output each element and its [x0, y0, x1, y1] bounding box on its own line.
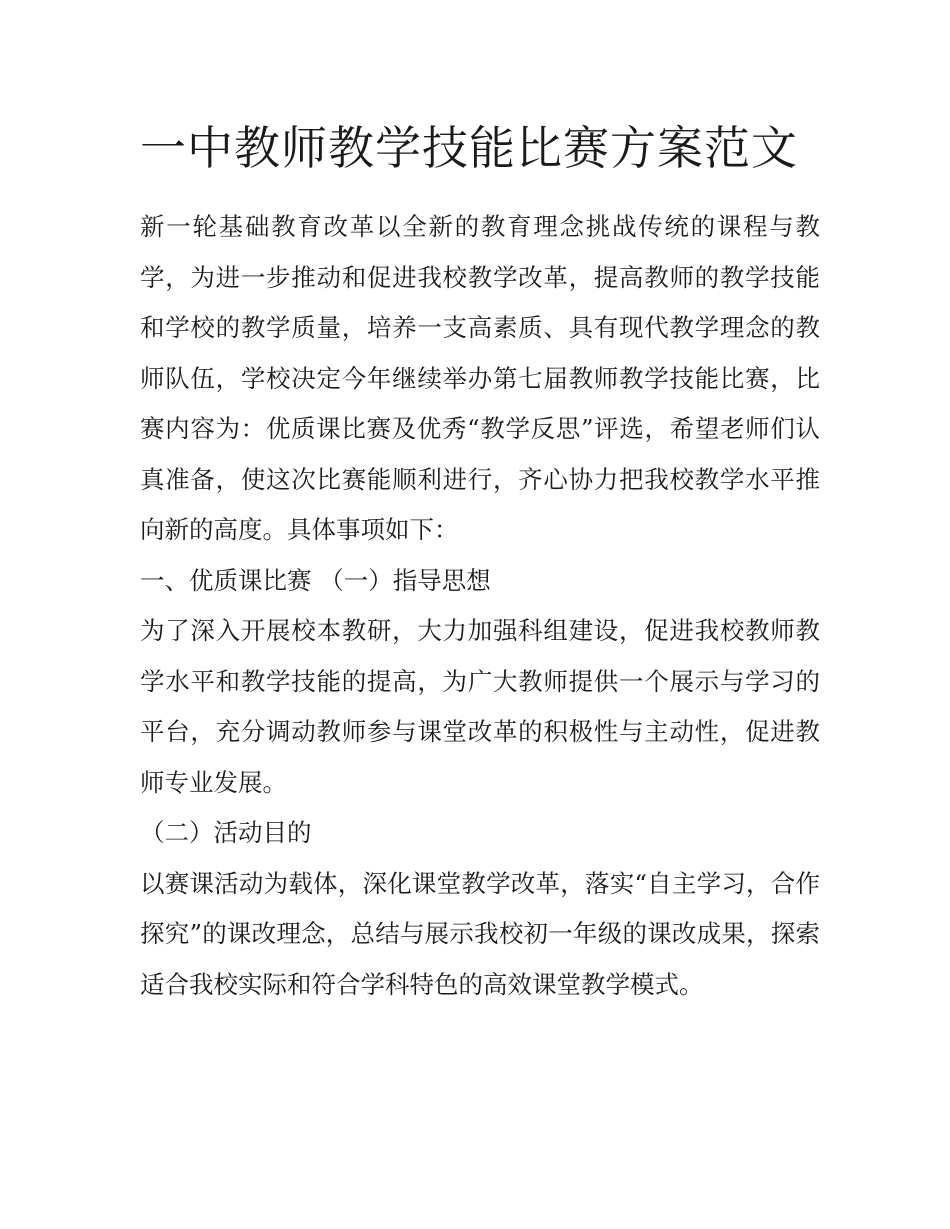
section-1-heading: 一、优质课比赛 （一）指导思想	[140, 565, 491, 595]
section-1-paragraph: 为了深入开展校本教研，大力加强科组建设，促进我校教师教学水平和教学技能的提高，为广大教师提供一个展示与学习的平台，充分调动教师参与课堂改革的积极性与主动性，促进教师专业发展。	[140, 616, 820, 797]
section-2-heading: （二）活动目的	[140, 818, 312, 847]
section-2-paragraph: 以赛课活动为载体，深化课堂教学改革，落实“自主学习，合作探究”的课改理念，总结与展示我校初一年级的课改成果，探索适合我校实际和符合学科特色的高效课堂教学模式。	[140, 868, 820, 999]
intro-paragraph: 新一轮基础教育改革以全新的教育理念挑战传统的课程与教学，为进一步推动和促进我校教学改革，提高教师的教学技能和学校的教学质量，培养一支高素质、具有现代教学理念的教师队伍，学校决定今年继续举办第七届教师教学技能比赛，比赛内容为：优质课比赛及优秀“教学反思”评选，希望老师们认真准备，使这次比赛能顺利进行，齐心协力把我校教学水平推向新的高度。具体事项如下：	[140, 212, 820, 544]
document-page	[140, 108, 820, 1010]
document-title: 一中教师教学技能比赛方案范文	[140, 121, 798, 175]
